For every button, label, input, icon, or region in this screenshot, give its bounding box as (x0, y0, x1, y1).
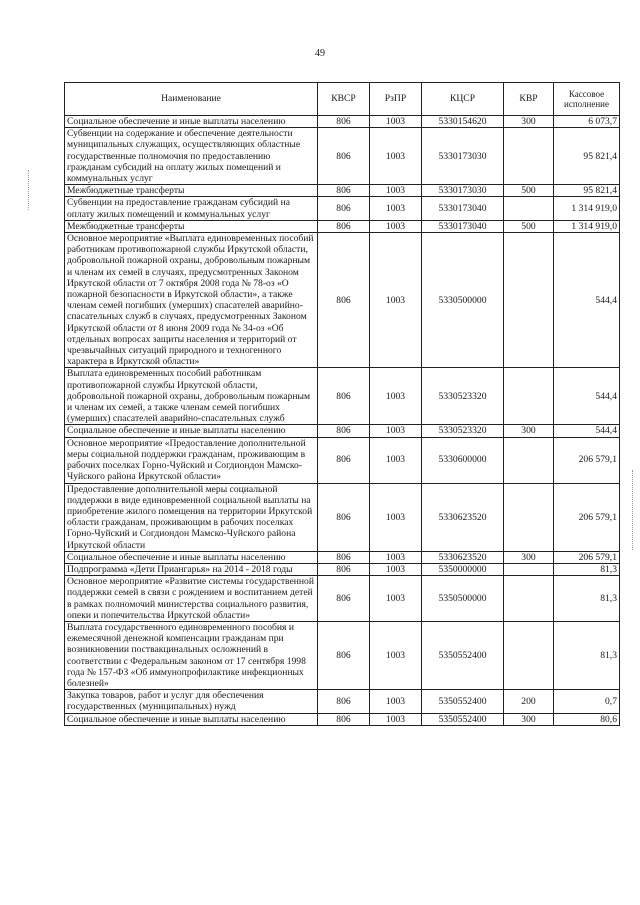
header-name: Наименование (65, 83, 318, 116)
cell-kcsr: 5330623520 (422, 483, 504, 551)
cell-kcsr: 5330173030 (422, 185, 504, 197)
table-row (65, 368, 620, 425)
cell-kcsr: 5330173040 (422, 220, 504, 232)
table-row (65, 128, 620, 185)
cell-kvsr: 806 (318, 713, 370, 725)
cell-kvr (504, 233, 554, 368)
table-row (65, 220, 620, 232)
cell-name: Межбюджетные трансферты (65, 220, 318, 232)
cell-kvsr: 806 (318, 621, 370, 689)
cell-name: Субвенции на предоставление гражданам субсидий на оплату жилых помещений и коммунальных услуг (65, 197, 318, 220)
cell-amount: 206 579,1 (554, 483, 620, 551)
cell-kcsr: 5330500000 (422, 233, 504, 368)
table-header-row (65, 83, 620, 116)
cell-name: Социальное обеспечение и иные выплаты населению (65, 551, 318, 563)
cell-kvr: 300 (504, 713, 554, 725)
cell-amount: 81,3 (554, 621, 620, 689)
cell-name: Основное мероприятие «Развитие системы государственной поддержки семей в связи с рождением и воспитанием детей в рамках полномочий министерства социального развития, опеки и попечительства Иркутской области» (65, 576, 318, 622)
cell-kvr: 200 (504, 690, 554, 713)
header-kvr: КВР (504, 83, 554, 116)
cell-rzpr: 1003 (370, 713, 422, 725)
cell-name: Социальное обеспечение и иные выплаты населению (65, 116, 318, 128)
cell-kvsr: 806 (318, 576, 370, 622)
cell-kvsr: 806 (318, 551, 370, 563)
cell-kcsr: 5350552400 (422, 690, 504, 713)
cell-kvsr: 806 (318, 425, 370, 437)
cell-amount: 81,3 (554, 563, 620, 575)
table-row (65, 551, 620, 563)
cell-amount: 81,3 (554, 576, 620, 622)
cell-name: Основное мероприятие «Предоставление дополнительной меры социальной поддержки гражданам, проживающим в рабочих поселках Горно-Чуйский и Согдиондон Мамско-Чуйского района Иркутской области» (65, 437, 318, 483)
header-kcsr: КЦСР (422, 83, 504, 116)
cell-name: Выплата единовременных пособий работникам противопожарной службы Иркутской области, добровольной пожарной охраны, добровольным пожарным и членам их семей, а также членам семей погибших (умерших) спасателей аварийно-спасательных служб (65, 368, 318, 425)
header-kvsr: КВСР (318, 83, 370, 116)
cell-kcsr: 5350552400 (422, 713, 504, 725)
table-row (65, 483, 620, 551)
cell-kcsr: 5350500000 (422, 576, 504, 622)
cell-name: Социальное обеспечение и иные выплаты населению (65, 713, 318, 725)
cell-amount: 95 821,4 (554, 128, 620, 185)
cell-rzpr: 1003 (370, 551, 422, 563)
cell-kcsr: 5330154620 (422, 116, 504, 128)
cell-kvsr: 806 (318, 197, 370, 220)
cell-kcsr: 5350552400 (422, 621, 504, 689)
cell-rzpr: 1003 (370, 233, 422, 368)
cell-kvr: 300 (504, 116, 554, 128)
cell-amount: 206 579,1 (554, 551, 620, 563)
cell-name: Закупка товаров, работ и услуг для обеспечения государственных (муниципальных) нужд (65, 690, 318, 713)
table-row (65, 713, 620, 725)
cell-name: Социальное обеспечение и иные выплаты населению (65, 425, 318, 437)
cell-kvr (504, 576, 554, 622)
scan-margin-mark-right (632, 470, 634, 550)
cell-kvr: 500 (504, 185, 554, 197)
cell-kvsr: 806 (318, 437, 370, 483)
cell-name: Субвенции на содержание и обеспечение деятельности муниципальных служащих, осуществляющих областные государственные полномочия по предоставлению гражданам субсидий на оплату жилых помещений и коммунальных услуг (65, 128, 318, 185)
table-row (65, 576, 620, 622)
cell-name: Выплата государственного единовременного пособия и ежемесячной денежной компенсации гражданам при возникновении поствакцинальных осложнений в соответствии с Федеральным законом от 17 сентября 1998 года № 157-ФЗ «Об иммунопрофилактике инфекционных болезней» (65, 621, 318, 689)
cell-amount: 1 314 919,0 (554, 197, 620, 220)
cell-name: Межбюджетные трансферты (65, 185, 318, 197)
table-body (65, 116, 620, 726)
cell-amount: 1 314 919,0 (554, 220, 620, 232)
cell-kcsr: 5350000000 (422, 563, 504, 575)
cell-kvsr: 806 (318, 220, 370, 232)
cell-amount: 80,6 (554, 713, 620, 725)
cell-kvr (504, 483, 554, 551)
header-amount: Кассовое исполнение (554, 83, 620, 116)
cell-kcsr: 5330173030 (422, 128, 504, 185)
table-row (65, 185, 620, 197)
cell-rzpr: 1003 (370, 690, 422, 713)
table-row (65, 197, 620, 220)
cell-name: Основное мероприятие «Выплата единовременных пособий работникам противопожарной службы Иркутской области, добровольной пожарной охраны, добровольным пожарным и членам их семей в случаях, предусмотренных Законом Иркутской области от 7 октября 2008 года № 78-оз «О пожарной безопасности в Иркутской области», а также членам семей погибших (умерших) спасателей аварийно-спасательных служб в случаях, предусмотренных Законом Иркутской области от 8 июня 2009 года № 34-оз «Об отдельных вопросах защиты населения и территорий от чрезвычайных ситуаций природного и техногенного характера в Иркутской области» (65, 233, 318, 368)
budget-execution-table (64, 82, 620, 726)
cell-rzpr: 1003 (370, 368, 422, 425)
cell-kcsr: 5330523320 (422, 368, 504, 425)
cell-kvsr: 806 (318, 483, 370, 551)
cell-kcsr: 5330623520 (422, 551, 504, 563)
scan-margin-mark (28, 170, 30, 210)
cell-kvr (504, 437, 554, 483)
page-number: 49 (315, 48, 325, 59)
cell-kvr: 300 (504, 551, 554, 563)
cell-kcsr: 5330173040 (422, 197, 504, 220)
header-rzpr: РзПР (370, 83, 422, 116)
cell-kvsr: 806 (318, 368, 370, 425)
cell-rzpr: 1003 (370, 116, 422, 128)
cell-kvr (504, 621, 554, 689)
cell-rzpr: 1003 (370, 128, 422, 185)
cell-name: Подпрограмма «Дети Приангарья» на 2014 - 2018 годы (65, 563, 318, 575)
cell-kvr: 300 (504, 425, 554, 437)
cell-amount: 544,4 (554, 233, 620, 368)
table-row (65, 425, 620, 437)
cell-rzpr: 1003 (370, 185, 422, 197)
cell-kvr (504, 368, 554, 425)
cell-name: Предоставление дополнительной меры социальной поддержки в виде единовременной социальной выплаты на приобретение жилого помещения на территории Иркутской области гражданам, проживающим в рабочих поселках Горно-Чуйский и Согдиондон Мамско-Чуйского района Иркутской области (65, 483, 318, 551)
cell-kvr (504, 197, 554, 220)
cell-rzpr: 1003 (370, 220, 422, 232)
cell-kvr (504, 128, 554, 185)
cell-rzpr: 1003 (370, 483, 422, 551)
cell-kvr (504, 563, 554, 575)
cell-kvsr: 806 (318, 116, 370, 128)
table-row (65, 621, 620, 689)
table-row (65, 437, 620, 483)
cell-kcsr: 5330523320 (422, 425, 504, 437)
table-row (65, 116, 620, 128)
cell-amount: 544,4 (554, 368, 620, 425)
cell-kvr: 500 (504, 220, 554, 232)
cell-rzpr: 1003 (370, 576, 422, 622)
cell-kvsr: 806 (318, 185, 370, 197)
cell-rzpr: 1003 (370, 437, 422, 483)
cell-kvsr: 806 (318, 128, 370, 185)
table-row (65, 690, 620, 713)
cell-rzpr: 1003 (370, 425, 422, 437)
cell-amount: 95 821,4 (554, 185, 620, 197)
cell-kcsr: 5330600000 (422, 437, 504, 483)
cell-amount: 0,7 (554, 690, 620, 713)
cell-kvsr: 806 (318, 690, 370, 713)
table-row (65, 233, 620, 368)
cell-amount: 206 579,1 (554, 437, 620, 483)
cell-rzpr: 1003 (370, 563, 422, 575)
cell-kvsr: 806 (318, 563, 370, 575)
cell-rzpr: 1003 (370, 621, 422, 689)
cell-amount: 6 073,7 (554, 116, 620, 128)
cell-kvsr: 806 (318, 233, 370, 368)
table-row (65, 563, 620, 575)
cell-rzpr: 1003 (370, 197, 422, 220)
cell-amount: 544,4 (554, 425, 620, 437)
